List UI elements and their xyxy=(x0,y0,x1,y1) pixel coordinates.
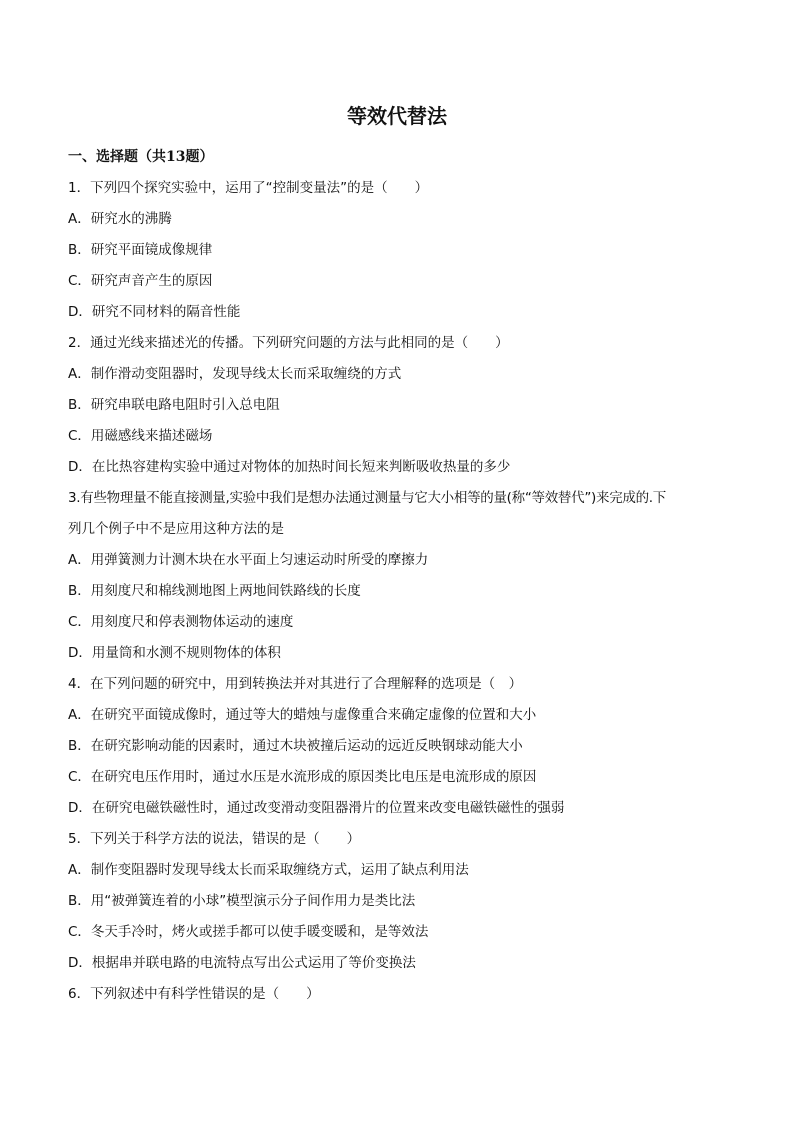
question-1-option-c: C．研究声音产生的原因 xyxy=(68,273,213,289)
question-2-option-c: C．用磁感线来描述磁场 xyxy=(68,428,213,444)
question-3-option-b: B．用刻度尺和棉线测地图上两地间铁路线的长度 xyxy=(68,583,361,599)
question-5-option-c: C．冬天手冷时，烤火或搓手都可以使手暖变暖和，是等效法 xyxy=(68,924,429,940)
question-3-option-d: D．用量筒和水测不规则物体的体积 xyxy=(68,645,281,661)
question-1-option-a: A．研究水的沸腾 xyxy=(68,211,172,227)
question-5-stem: 5．下列关于科学方法的说法，错误的是（ ） xyxy=(68,831,361,847)
question-1-stem: 1．下列四个探究实验中，运用了“控制变量法”的是（ ） xyxy=(68,180,429,196)
question-5-option-b: B．用“被弹簧连着的小球”模型演示分子间作用力是类比法 xyxy=(68,893,416,909)
question-3-option-a: A．用弹簧测力计测木块在水平面上匀速运动时所受的摩擦力 xyxy=(68,552,429,568)
question-3-stem-line-2: 列几个例子中不是应用这种方法的是 xyxy=(68,521,284,537)
question-4-option-d: D．在研究电磁铁磁性时，通过改变滑动变阻器滑片的位置来改变电磁铁磁性的强弱 xyxy=(68,800,565,816)
question-3-stem-line-1: 3.有些物理量不能直接测量,实验中我们是想办法通过测量与它大小相等的量(称“等效替代”)来完成的.下 xyxy=(68,490,666,506)
question-1-option-b: B．研究平面镜成像规律 xyxy=(68,242,213,258)
question-4-option-b: B．在研究影响动能的因素时，通过木块被撞后运动的远近反映钢球动能大小 xyxy=(68,738,523,754)
question-1-option-d: D．研究不同材料的隔音性能 xyxy=(68,304,241,320)
question-2-option-b: B．研究串联电路电阻时引入总电阻 xyxy=(68,397,280,413)
question-4-option-c: C．在研究电压作用时，通过水压是水流形成的原因类比电压是电流形成的原因 xyxy=(68,769,537,785)
question-2-option-a: A．制作滑动变阻器时，发现导线太长而采取缠绕的方式 xyxy=(68,366,402,382)
question-6-stem: 6．下列叙述中有科学性错误的是（ ） xyxy=(68,986,320,1002)
question-5-option-a: A．制作变阻器时发现导线太长而采取缠绕方式，运用了缺点利用法 xyxy=(68,862,469,878)
question-5-option-d: D．根据串并联电路的电流特点写出公式运用了等价变换法 xyxy=(68,955,416,971)
question-4-stem: 4．在下列问题的研究中，用到转换法并对其进行了合理解释的选项是（ ） xyxy=(68,676,523,692)
section-heading: 一、选择题（共13题） xyxy=(68,149,214,165)
question-4-option-a: A．在研究平面镜成像时，通过等大的蜡烛与虚像重合来确定虚像的位置和大小 xyxy=(68,707,537,723)
question-3-option-c: C．用刻度尺和停表测物体运动的速度 xyxy=(68,614,294,630)
document-body xyxy=(68,142,748,1010)
question-2-option-d: D．在比热容建构实验中通过对物体的加热时间长短来判断吸收热量的多少 xyxy=(68,459,511,475)
question-2-stem: 2．通过光线来描述光的传播。下列研究问题的方法与此相同的是（ ） xyxy=(68,335,509,351)
document-title: 等效代替法 xyxy=(347,104,447,128)
